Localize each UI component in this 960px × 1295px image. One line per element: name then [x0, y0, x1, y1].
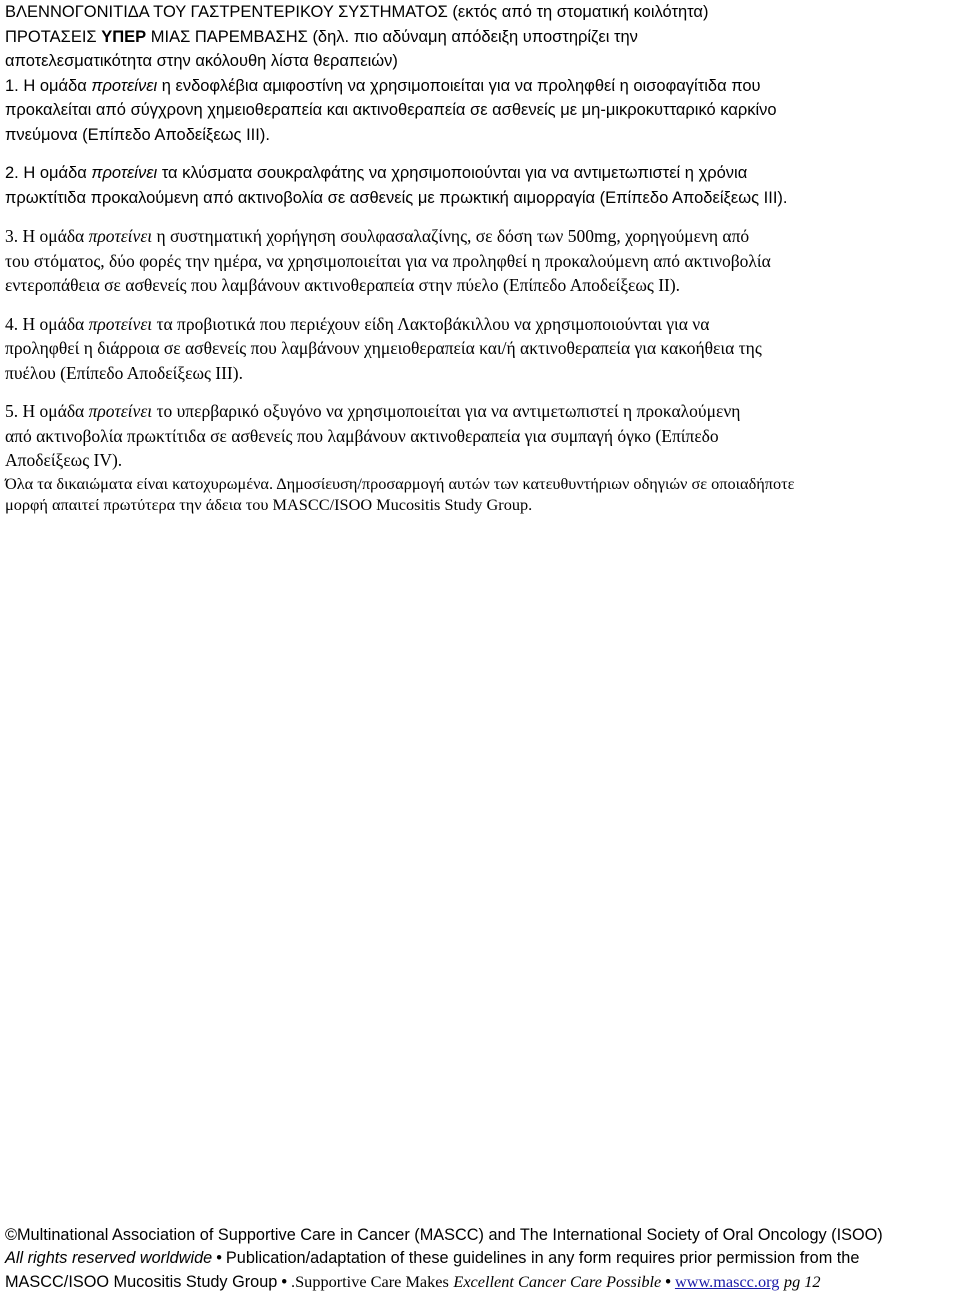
item-subject: Η ομάδα [23, 76, 87, 95]
recommendation-item-1 [5, 74, 957, 148]
item-subject: Η ομάδα [22, 226, 85, 246]
item-subject: Η ομάδα [23, 164, 87, 182]
header-bold-word: ΥΠΕΡ [101, 27, 147, 46]
bullet-icon: • [216, 1249, 222, 1267]
rights-line-1: Όλα τα δικαιώματα είναι κατοχυρωμένα. Δημοσίευση/προσαρμογή αυτών των κατευθυντήριων οδηγιών σε οποιαδήποτε [5, 473, 795, 493]
header-line-3: αποτελεσματικότητα στην ακόλουθη λίστα θεραπειών) [5, 52, 398, 70]
section-header [5, 0, 957, 74]
item-text: του στόματος, δύο φορές την ημέρα, να χρησιμοποιείται για να προληφθεί η προκαλούμενη από ακτινοβολία [5, 250, 771, 271]
section-title: ΒΛΕΝΝΟΓΟΝΙΤΙΔΑ ΤΟΥ ΓΑΣΤΡΕΝΤΕΡΙΚΟΥ ΣΥΣΤΗΜΑΤΟΣ (εκτός από τη στοματική κοιλότητα) [5, 3, 709, 21]
item-text: πυέλου (Επίπεδο Αποδείξεως ΙΙΙ). [5, 362, 243, 383]
item-number: 1. [5, 76, 19, 95]
item-text: τα προβιοτικά που περιέχουν είδη Λακτοβάκιλλου να χρησιμοποιούνται για να [156, 313, 710, 334]
footer-group-name: MASCC/ISOO Mucositis Study Group [5, 1273, 278, 1291]
item-verb: προτείνει [91, 76, 158, 95]
footer-rights-line [5, 1247, 955, 1270]
mascc-website-link[interactable]: www.mascc.org [674, 1272, 780, 1291]
rights-line-2: μορφή απαιτεί πρωτύτερα την άδεια του MASCC/ISOO Mucositis Study Group. [5, 494, 533, 514]
item-number: 3. [5, 226, 19, 246]
bullet-icon: • [281, 1273, 288, 1291]
item-text: Αποδείξεως IV). [5, 450, 123, 470]
item-verb: προτείνει [91, 164, 158, 182]
document-body [5, 0, 957, 515]
item-text: από ακτινοβολία πρωκτίτιδα σε ασθενείς που λαμβάνουν ακτινοθεραπεία για συμπαγή όγκο (Επίπεδο [5, 425, 719, 446]
item-verb: προτείνει [88, 401, 153, 421]
item-text: εντεροπάθεια σε ασθενείς που λαμβάνουν ακτινοθεραπεία στην πύελο (Επίπεδο Αποδείξεως ΙΙ). [5, 275, 681, 295]
footer-bottom-line [5, 1270, 955, 1294]
item-line [5, 224, 957, 249]
item-number: 5. [5, 401, 19, 421]
item-line [5, 161, 957, 186]
item-text: το υπερβαρικό οξυγόνο να χρησιμοποιείται για να αντιμετωπιστεί η προκαλούμενη [156, 401, 741, 421]
bullet-icon: • [665, 1273, 671, 1291]
page-footer [5, 1224, 955, 1294]
item-text: πρωκτίτιδα προκαλούμενη από ακτινοβολία σε ασθενείς με πρωκτική αιμορραγία (Επίπεδο Αποδείξεως ΙΙΙ). [5, 188, 788, 207]
recommendation-item-3 [5, 224, 957, 298]
recommendation-item-5 [5, 399, 957, 473]
footer-copyright: ©Multinational Association of Supportive Care in Cancer (MASCC) and The International Society of Oral Oncology (ISOO) [5, 1226, 883, 1244]
page-number: pg 12 [783, 1272, 821, 1291]
item-line [5, 74, 957, 99]
item-text: η συστηματική χορήγηση σουλφασαλαζίνης, σε δόση των 500mg, χορηγούμενη από [156, 226, 750, 246]
item-text: τα κλύσματα σουκραλφάτης να χρησιμοποιούνται για να αντιμετωπιστεί η χρόνια [161, 164, 748, 182]
item-number: 2. [5, 164, 19, 182]
item-text: προκαλείται από σύγχρονη χημειοθεραπεία και ακτινοθεραπεία σε ασθενείς με μη-μικροκυτταρικό καρκίνο [5, 101, 777, 119]
recommendation-item-2 [5, 161, 957, 210]
footer-slogan-italic: Excellent Cancer Care Possible [453, 1272, 662, 1291]
rights-notice [5, 473, 957, 515]
header-suffix: ΜΙΑΣ ΠΑΡΕΜΒΑΣΗΣ (δηλ. πιο αδύναμη απόδειξη υποστηρίζει την [150, 27, 638, 46]
footer-slogan: .Supportive Care Makes [291, 1272, 449, 1291]
item-line [5, 312, 957, 337]
item-text: προληφθεί η διάρροια σε ασθενείς που λαμβάνουν χημειοθεραπεία και/ή ακτινοθεραπεία για κακοήθεια της [5, 338, 762, 358]
item-text: η ενδοφλέβια αμιφοστίνη να χρησιμοποιείται για να προληφθεί η οισοφαγίτιδα που [161, 76, 761, 95]
recommendation-item-4 [5, 312, 957, 386]
item-subject: Η ομάδα [22, 401, 85, 421]
item-number: 4. [5, 313, 19, 334]
header-prefix: ΠΡΟΤΑΣΕΙΣ [5, 27, 97, 46]
footer-permission-text: Publication/adaptation of these guidelines in any form requires prior permission from the [225, 1249, 860, 1267]
item-verb: προτείνει [88, 313, 153, 334]
item-verb: προτείνει [88, 226, 153, 246]
item-line [5, 399, 957, 424]
item-subject: Η ομάδα [22, 313, 85, 334]
footer-rights-italic: All rights reserved worldwide [5, 1249, 213, 1267]
recommendation-type-line [5, 25, 957, 50]
item-text: πνεύμονα (Επίπεδο Αποδείξεως ΙΙΙ). [5, 125, 270, 144]
